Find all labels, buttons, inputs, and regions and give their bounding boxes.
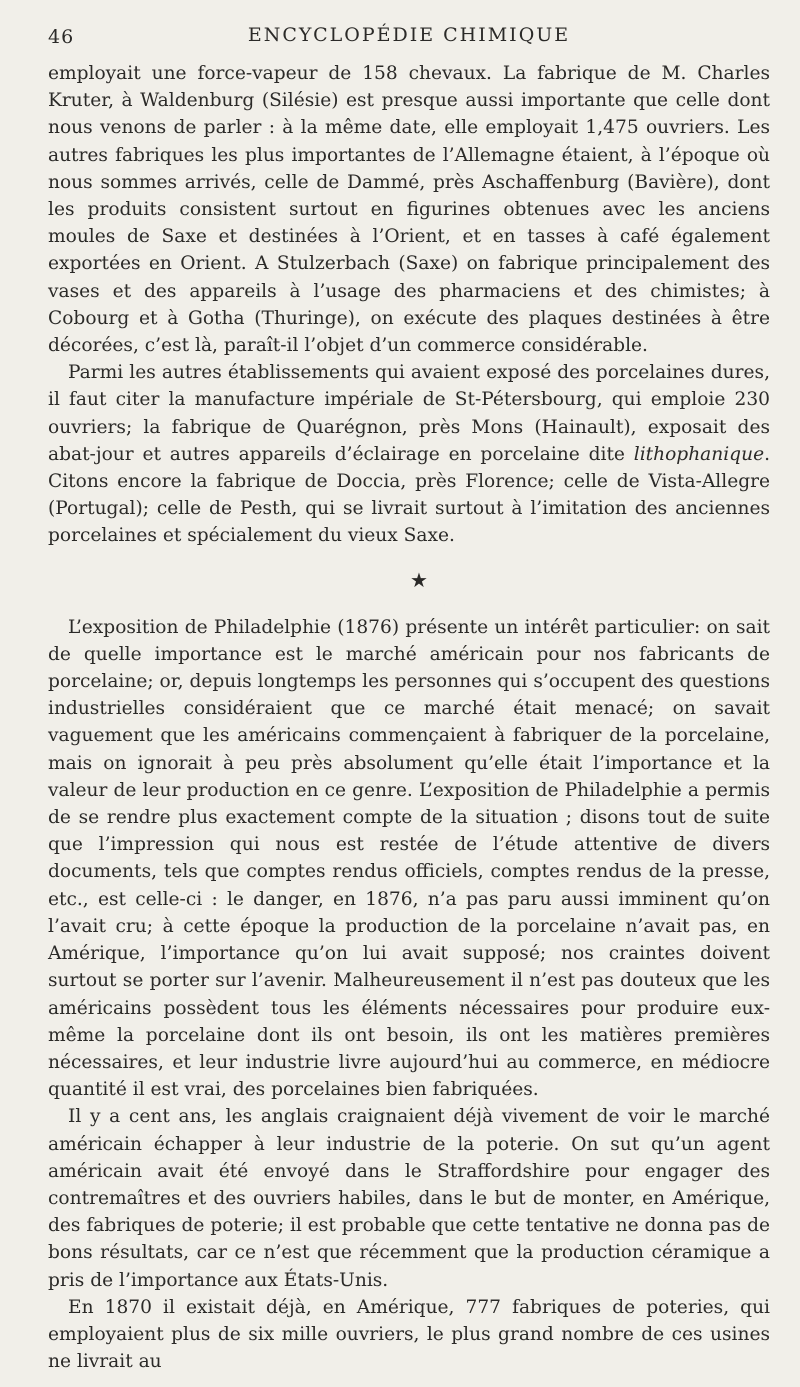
body-text xyxy=(48,60,770,1375)
paragraph-2-italic-term: lithophanique xyxy=(633,443,765,465)
paragraph-2-text-after: . Citons encore la fabrique de Doccia, près Florence; celle de Vista-Allegre (Portugal); celle de Pesth, qui se livrait surtout à l’imitation des anciennes porcelaines et spécialement du vieux Saxe. xyxy=(48,443,770,547)
running-head xyxy=(48,22,770,52)
paragraph-3: L’exposition de Philadelphie (1876) présente un intérêt particulier: on sait de quelle importance est le marché américain pour nos fabricants de porcelaine; or, depuis longtemps les personnes qui s’occupent des questions industrielles considéraient que ce marché était menacé; on savait vaguement que les américains commençaient à fabriquer de la porcelaine, mais on ignorait à peu près absolument qu’elle était l’importance et la valeur de leur production en ce genre. L’exposition de Philadelphie a permis de se rendre plus exactement compte de la situation ; disons tout de suite que l’impression qui nous est restée de l’étude attentive de divers documents, tels que comptes rendus officiels, comptes rendus de la presse, etc., est celle-ci : le danger, en 1876, n’a pas paru aussi imminent qu’on l’avait cru; à cette époque la production de la porcelaine n’avait pas, en Amérique, l’importance qu’on lui avait supposé; nos craintes doivent surtout se porter sur l’avenir. Malheureusement il n’est pas douteux que les américains possèdent tous les éléments nécessaires pour produire eux-même la porcelaine dont ils ont besoin, ils ont les matières premières nécessaires, et leur industrie livre aujourd’hui au commerce, en médiocre quantité il est vrai, des porcelaines bien fabriquées. xyxy=(48,616,770,1101)
paragraph-4: Il y a cent ans, les anglais craignaient déjà vivement de voir le marché américain échapper à leur industrie de la poterie. On sut qu’un agent américain avait été envoyé dans le Straffordshire pour engager des contremaîtres et des ouvriers habiles, dans le but de monter, en Amérique, des fabriques de poterie; il est probable que cette tentative ne donna pas de bons résultats, car ce n’est que récemment que la production céramique a pris de l’importance aux États-Unis. xyxy=(48,1106,770,1291)
page-number: 46 xyxy=(48,26,75,48)
section-separator-star: ★ xyxy=(410,567,428,592)
paragraph-2-text-before: Parmi les autres établissements qui avaient exposé des porcelaines dures, il faut citer la manufacture impériale de St-Pétersbourg, qui emploie 230 ouvriers; la fabrique de Quarégnon, près Mons (Hainault), exposait des abat-jour et autres appareils d’éclairage en porcelaine dite xyxy=(48,362,770,465)
paragraph-2 xyxy=(48,359,770,549)
paragraph-5: En 1870 il existait déjà, en Amérique, 777 fabriques de poteries, qui employaient plus de six mille ouvriers, le plus grand nombre de ces usines ne livrait au xyxy=(48,1296,770,1373)
paragraph-1: employait une force-vapeur de 158 chevaux. La fabrique de M. Charles Kruter, à Waldenburg (Silésie) est presque aussi importante que celle dont nous venons de parler : à la même date, elle employait 1,475 ouvriers. Les autres fabriques les plus importantes de l’Allemagne étaient, à l’époque où nous sommes arrivés, celle de Dammé, près Aschaffenburg (Bavière), dont les produits consistent surtout en figurines obtenues avec les anciens moules de Saxe et destinées à l’Orient, et en tasses à café également exportées en Orient. A Stulzerbach (Saxe) on fabrique principalement des vases et des appareils à l’usage des pharmaciens et des chimistes; à Cobourg et à Gotha (Thuringe), on exécute des plaques destinées à être décorées, c’est là, paraît-il l’objet d’un commerce considérable. xyxy=(48,63,770,357)
running-title: ENCYCLOPÉDIE CHIMIQUE xyxy=(247,24,571,46)
